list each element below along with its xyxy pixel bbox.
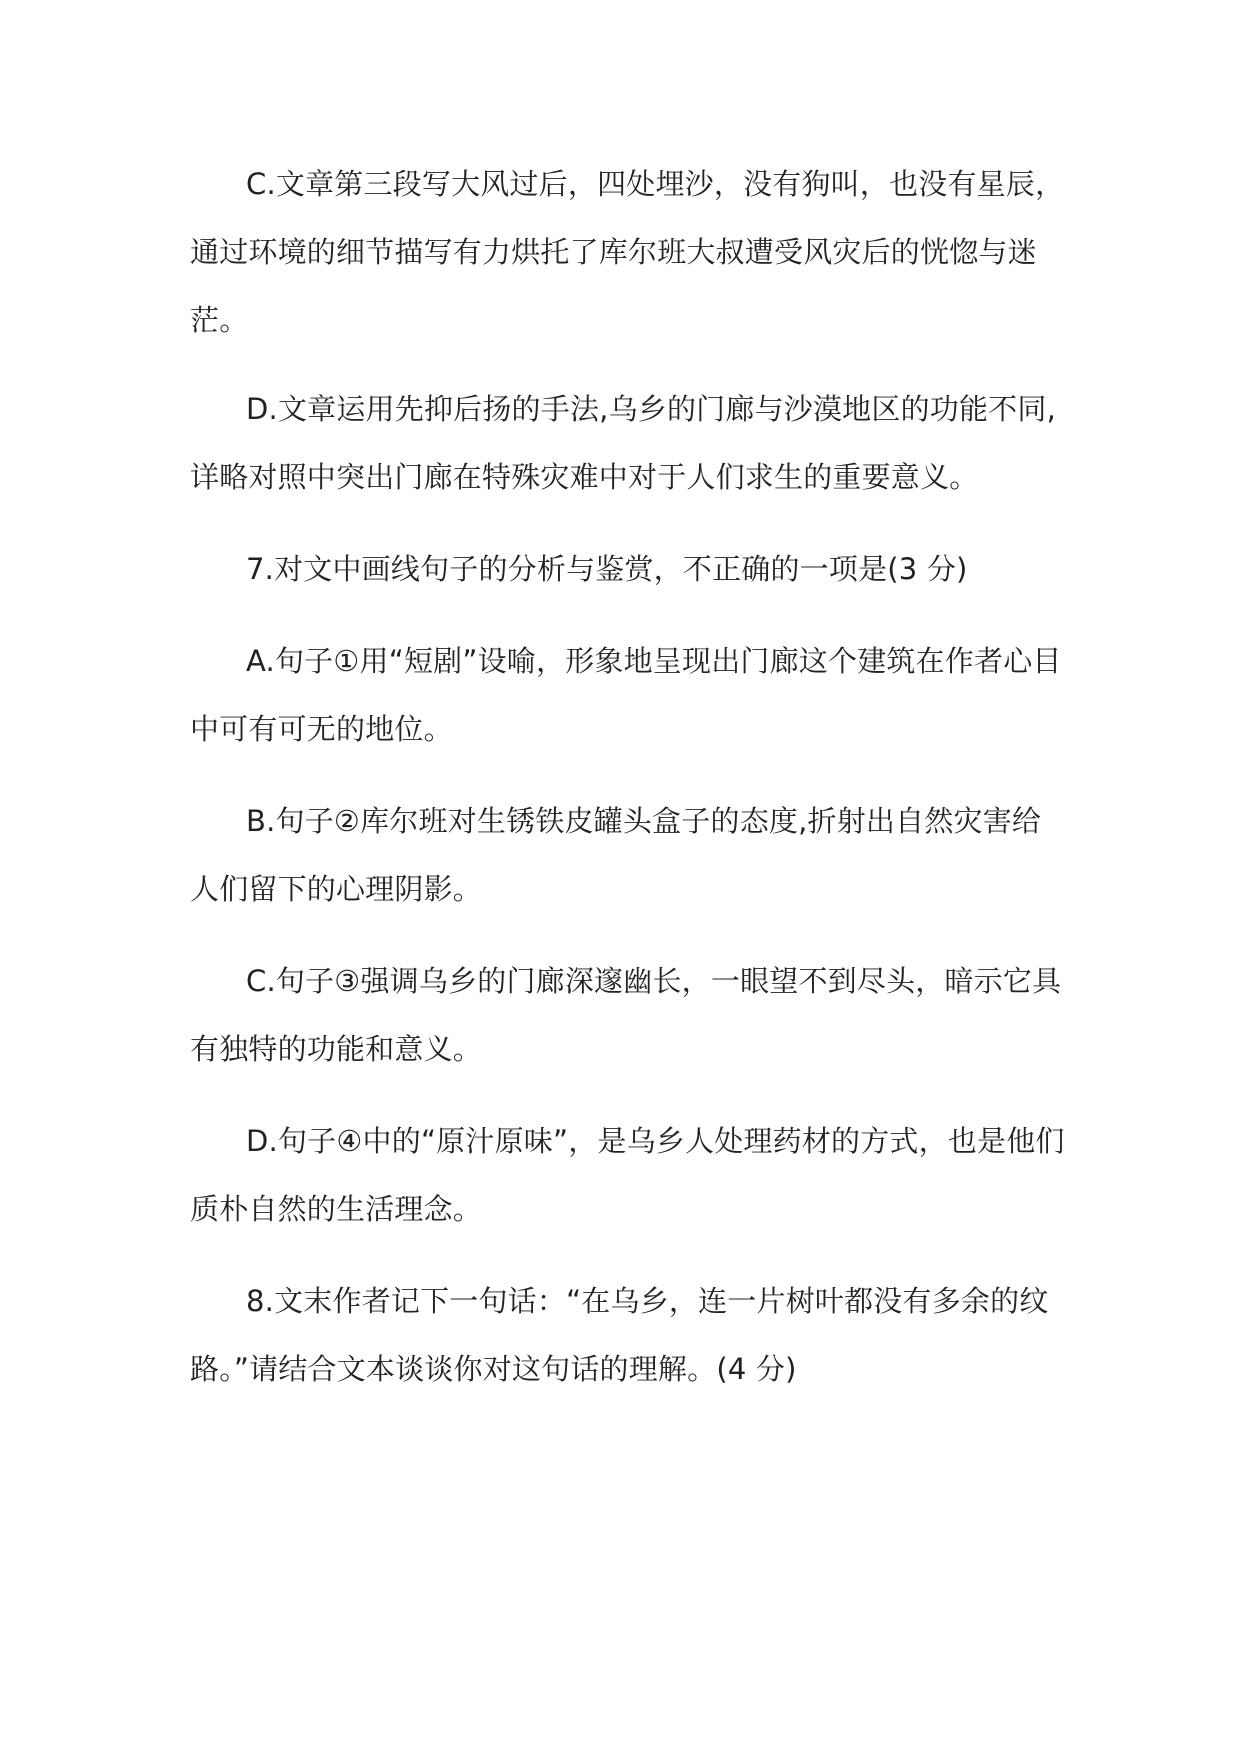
paragraph-line: A.句子①用“短剧”设喻，形象地呈现出门廊这个建筑在作者心目 <box>246 644 1062 678</box>
paragraph-line: 有独特的功能和意义。 <box>190 1032 483 1066</box>
paragraph-line: 人们留下的心理阴影。 <box>190 872 483 906</box>
paragraph-line: D.文章运用先抑后扬的手法,乌乡的门廊与沙漠地区的功能不同, <box>246 392 1056 426</box>
question-7-option-d <box>190 1107 1070 1243</box>
option-c-paragraph <box>190 150 1070 354</box>
paragraph-line: 7.对文中画线句子的分析与鉴赏，不正确的一项是(3 分) <box>246 552 968 586</box>
paragraph-line: 详略对照中突出门廊在特殊灾难中对于人们求生的重要意义。 <box>190 460 979 494</box>
paragraph-line: C.句子③强调乌乡的门廊深邃幽长，一眼望不到尽头，暗示它具 <box>246 964 1062 998</box>
paragraph-line: B.句子②库尔班对生锈铁皮罐头盒子的态度,折射出自然灾害给 <box>246 804 1042 838</box>
question-7 <box>190 535 1070 603</box>
paragraph-line: 茫。 <box>190 303 249 337</box>
paragraph-line: 路。”请结合文本谈谈你对这句话的理解。(4 分) <box>190 1352 797 1386</box>
question-7-option-b <box>190 787 1070 923</box>
paragraph-line: 8.文末作者记下一句话：“在乌乡，连一片树叶都没有多余的纹 <box>246 1284 1049 1318</box>
paragraph-line: 中可有可无的地位。 <box>190 712 453 746</box>
paragraph-line: 质朴自然的生活理念。 <box>190 1192 483 1226</box>
option-d-paragraph <box>190 375 1070 511</box>
paragraph-line: D.句子④中的“原汁原味”，是乌乡人处理药材的方式，也是他们 <box>246 1124 1065 1158</box>
question-7-option-a <box>190 627 1070 763</box>
paragraph-line: 通过环境的细节描写有力烘托了库尔班大叔遭受风灾后的恍惚与迷 <box>190 235 1037 269</box>
paragraph-line: C.文章第三段写大风过后，四处埋沙，没有狗叫，也没有星辰， <box>246 167 1065 201</box>
question-7-option-c <box>190 947 1070 1083</box>
question-8 <box>190 1267 1070 1403</box>
